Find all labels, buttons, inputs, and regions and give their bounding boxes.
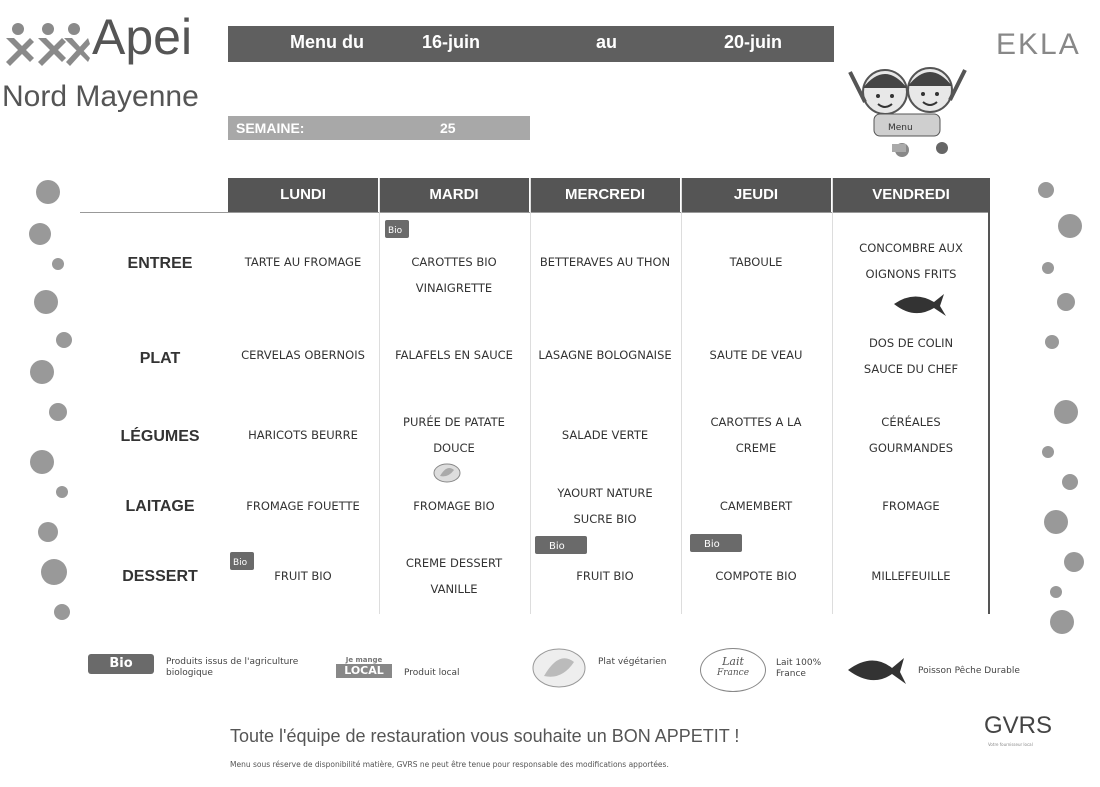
menu-cell [530, 480, 680, 532]
lait-badge-top: Lait [722, 655, 744, 668]
flower-decoration-left-icon [18, 172, 78, 632]
au-label: au [596, 32, 618, 52]
day-header-mercredi: MERCREDI [530, 178, 681, 212]
menu-cell [836, 493, 986, 519]
cell-line: FRUIT BIO [576, 569, 634, 583]
legend-lait-badge-icon [700, 648, 766, 692]
bio-badge-icon [690, 534, 742, 552]
legend-lait-text [776, 658, 821, 680]
legend-local-text: Produit local [404, 668, 460, 678]
legend-bio-line: Produits issus de l'agriculture [166, 657, 299, 667]
day-header-lundi: LUNDI [228, 178, 379, 212]
cell-line: CAROTTES A LA [710, 415, 802, 429]
day-header-mardi: MARDI [379, 178, 530, 212]
menu-date-bar [228, 26, 834, 62]
cell-line: SUCRE BIO [573, 512, 637, 526]
menu-cell [379, 342, 529, 368]
menu-cell [379, 409, 529, 461]
gvrs-tagline: Votre fournisseur local [988, 742, 1033, 747]
legend-vegetarian-icon [530, 646, 588, 690]
legend-bio-line: biologique [166, 668, 213, 678]
local-badge-bottom: LOCAL [336, 664, 392, 678]
menu-cell [681, 409, 831, 461]
cell-line: DOUCE [433, 441, 475, 455]
divider [379, 178, 380, 614]
cell-line: CAMEMBERT [719, 499, 793, 513]
mascot-illustration [830, 52, 980, 164]
menu-cell [681, 493, 831, 519]
end-date: 20-juin [724, 32, 783, 52]
cell-line: DOS DE COLIN [868, 336, 954, 350]
cell-line: CERVELAS OBERNOIS [241, 348, 365, 362]
menu-cell [228, 342, 378, 368]
cell-line: SALADE VERTE [561, 428, 649, 442]
menu-cell [228, 422, 378, 448]
cell-line: CONCOMBRE AUX [859, 241, 963, 255]
menu-cell [379, 550, 529, 602]
vegetarian-leaf-icon [432, 462, 462, 484]
cell-line: FROMAGE FOUETTE [246, 499, 360, 513]
bio-badge-icon [535, 536, 587, 554]
row-label-plat: PLAT [139, 350, 181, 367]
week-bar [228, 116, 530, 140]
apei-logo-icon [4, 22, 90, 66]
cell-line: OIGNONS FRITS [865, 267, 957, 281]
legend-fish-text: Poisson Pêche Durable [918, 666, 1020, 676]
menu-cell [681, 249, 831, 275]
row-label-legumes: LÉGUMES [120, 428, 200, 445]
cell-line: TABOULE [729, 255, 783, 269]
local-badge-top: Je mange [345, 656, 383, 664]
legend-lait-line: France [776, 669, 806, 679]
cell-line: LASAGNE BOLOGNAISE [538, 348, 672, 362]
cell-line: YAOURT NATURE [557, 486, 653, 500]
divider [681, 178, 682, 614]
legend-vegetarian-text: Plat végétarien [598, 657, 667, 667]
menu-cell [530, 249, 680, 275]
cell-line: HARICOTS BEURRE [248, 428, 358, 442]
svg-text:Bio: Bio [704, 539, 720, 550]
cell-line: FALAFELS EN SAUCE [395, 348, 513, 362]
day-header-jeudi: JEUDI [681, 178, 832, 212]
cell-line: MILLEFEUILLE [871, 569, 951, 583]
svg-text:Bio: Bio [549, 541, 565, 552]
cell-line: SAUTE DE VEAU [709, 348, 803, 362]
row-label-laitage: LAITAGE [125, 498, 195, 515]
menu-cell [228, 493, 378, 519]
start-date: 16-juin [422, 32, 481, 52]
footer-title: Toute l'équipe de restauration vous souhaite un BON APPETIT ! [230, 726, 740, 746]
cell-line: SAUCE DU CHEF [863, 362, 959, 376]
semaine-number: 25 [440, 120, 456, 136]
ekla-logo: EKLA [996, 28, 1081, 61]
kids-icon [830, 52, 980, 164]
logo-subtitle: Nord Mayenne [2, 80, 199, 113]
divider [832, 178, 833, 614]
menu-cell [530, 422, 680, 448]
fish-icon [890, 292, 946, 318]
cell-line: FROMAGE [882, 499, 940, 513]
row-label-dessert: DESSERT [122, 568, 198, 585]
cell-line: COMPOTE BIO [715, 569, 797, 583]
day-header-vendredi: VENDREDI [832, 178, 990, 212]
menu-cell [681, 342, 831, 368]
divider [530, 178, 531, 614]
cell-line: BETTERAVES AU THON [539, 255, 671, 269]
svg-text:Bio: Bio [233, 558, 248, 568]
gvrs-logo: GVRS [984, 712, 1053, 739]
menu-cell [379, 493, 529, 519]
cell-line: FROMAGE BIO [413, 499, 495, 513]
table-right-edge [988, 178, 990, 614]
cell-line: CREME DESSERT [405, 556, 503, 570]
menu-du-label: Menu du [290, 32, 364, 52]
menu-cell [836, 330, 986, 382]
flower-decoration-right-icon [1026, 172, 1086, 642]
cell-line: CREME [735, 441, 777, 455]
cell-line: CÉRÉALES [881, 415, 941, 429]
footer-note: Menu sous réserve de disponibilité matière, GVRS ne peut être tenue pour responsable des modifications apportées. [230, 760, 669, 769]
mascot-caption: Menu [888, 123, 913, 133]
menu-cell [836, 235, 986, 287]
menu-cell [228, 249, 378, 275]
cell-line: PURÉE DE PATATE [403, 415, 505, 429]
legend-lait-line: Lait 100% [776, 658, 822, 668]
legend-fish-icon [846, 654, 906, 686]
menu-cell [681, 563, 831, 589]
svg-text:Bio: Bio [388, 226, 403, 236]
legend-bio-text [166, 657, 298, 679]
legend-bio-badge-icon: Bio [88, 654, 154, 674]
row-label-entree: ENTREE [127, 255, 193, 272]
bio-badge-icon [385, 220, 409, 238]
cell-line: CAROTTES BIO [411, 255, 497, 269]
menu-cell [530, 342, 680, 368]
menu-cell [836, 563, 986, 589]
logo-name: Apei [92, 9, 193, 65]
menu-cell [379, 249, 529, 301]
legend-local-badge-icon [336, 656, 392, 686]
menu-cell [836, 409, 986, 461]
cell-line: GOURMANDES [868, 441, 954, 455]
cell-line: VINAIGRETTE [415, 281, 493, 295]
semaine-label: SEMAINE: [236, 120, 305, 136]
lait-badge-bottom: France [716, 668, 750, 678]
cell-line: VANILLE [430, 582, 478, 596]
menu-cell [530, 563, 680, 589]
cell-line: TARTE AU FROMAGE [244, 255, 362, 269]
bio-badge-icon [230, 552, 254, 570]
cell-line: FRUIT BIO [274, 569, 332, 583]
